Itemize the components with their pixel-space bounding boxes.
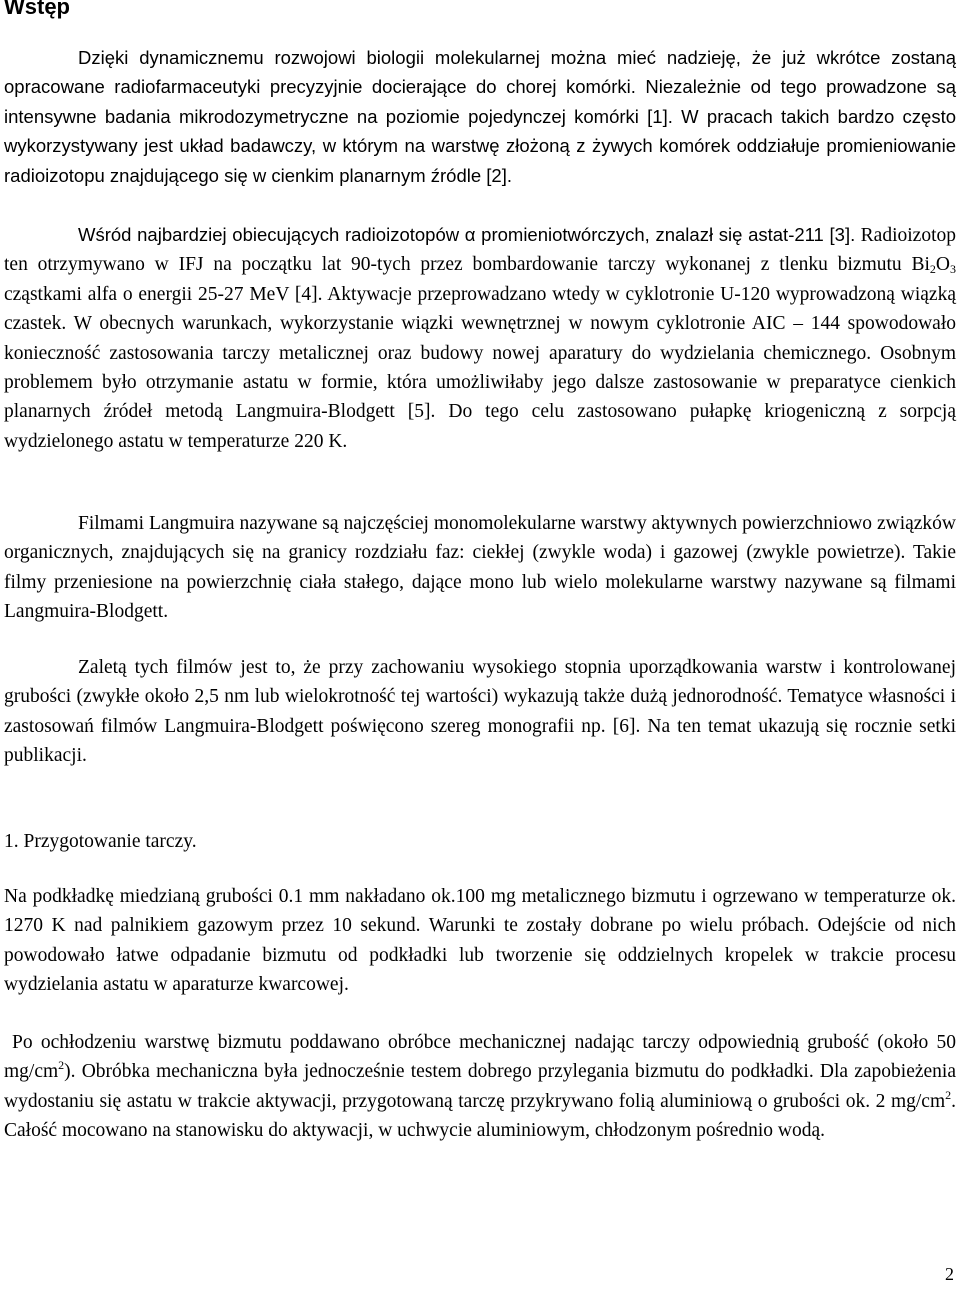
- paragraph-intro: Dzięki dynamicznemu rozwojowi biologii molekularnej można mieć nadzieję, że już wkrótce zostaną opracowane radiofarmaceutyki precyzyjnie docierające do chorej komórki. Niezależnie od tego prowadzone są intensywne badania mikrodozymetryczne na poziomie pojedynczej komórki [1]. W pracach takich bardzo często wykorzystywany jest układ badawczy, w którym na warstwę złożoną z żywych komórek oddziałuje promieniowanie radioizotopu znajdującego się w cienkim planarnym źródle [2].: [4, 47, 956, 186]
- paragraph-cooling-text-c: . Całość mocowano na stanowisku do aktywacji, w uchwycie aluminiowym, chłodzonym pośrednio wodą.: [4, 1090, 956, 1142]
- subscript-2: 2: [929, 262, 936, 277]
- superscript-2a: 2: [58, 1058, 65, 1073]
- oxygen-symbol: O: [935, 254, 950, 276]
- paragraph-langmuir-films: Filmami Langmuira nazywane są najczęściej monomolekularne warstwy aktywnych powierzchniowo związków organicznych, znajdujących się na granicy rozdziału faz: ciekłej (zwykle woda) i gazowej (zwykle powietrze). Takie filmy przeniesione na powierzchnię ciała stałego, dające mono lub wielo molekularne warstwy nazywane są filmami Langmuira-Blodgett.: [4, 513, 956, 623]
- section-title-target-prep: 1. Przygotowanie tarczy.: [4, 831, 197, 852]
- paragraph-substrate: Na podkładkę miedzianą grubości 0.1 mm nakładano ok.100 mg metalicznego bizmutu i ogrzewano w temperaturze ok. 1270 K nad palnikiem gazowym przez 10 sekund. Warunki te zostały dobrane po wielu próbach. Odejście od nich powodowało łatwe odpadanie bizmutu od podkładki lub tworzenie się oddzielnych kropelek w trakcie procesu wydzielania astatu w aparaturze kwarcowej.: [4, 886, 956, 996]
- paragraph-advantages: Zaletą tych filmów jest to, że przy zachowaniu wysokiego stopnia uporządkowania warstw i kontrolowanej grubości (zwykłe około 2,5 nm lub wielokrotność tej wartości) wykazują także dużą jednorodność. Tematyce własności i zastosowań filmów Langmuira-Blodgett poświęcono szereg monografii np. [6]. Na ten temat ukazują się rocznie setki publikacji.: [4, 657, 956, 767]
- section-heading: Wstęp: [4, 0, 70, 19]
- paragraph-cooling: [4, 1028, 956, 1146]
- paragraph-astatine-text-a: Radioizotop ten otrzymywano w IFJ na początku lat 90-tych przez bombardowanie tarczy wykonanej z tlenku bizmutu Bi: [4, 225, 956, 276]
- subscript-3: 3: [950, 262, 956, 277]
- superscript-2b: 2: [945, 1087, 952, 1102]
- paragraph-astatine-text-b: cząstkami alfa o energii 25-27 MeV [4]. Aktywacje przeprowadzano wtedy w cyklotronie U-120 wyprowadzoną wiązką czastek. W obecnych warunkach, wykorzystanie wiązki wewnętrznej w nowym cyklotronie AIC – 144 spowodowało konieczność zastosowania tarczy metalicznej oraz budowy nowej aparatury do wydzielania chemicznego. Osobnym problemem było otrzymanie astatu w formie, która umożliwiłaby jego dalsze zastosowanie w preparatyce cienkich planarnych źródeł metodą Langmuira-Blodgett [5]. Do tego celu zastosowano pułapkę kriogeniczną z sorpcją wydzielonego astatu w temperaturze 220 K.: [4, 283, 956, 452]
- paragraph-astatine-lead: Wśród najbardziej obiecujących radioizotopów α promieniotwórczych, znalazł się astat-211 [3].: [78, 224, 856, 245]
- paragraph-astatine: [4, 220, 956, 456]
- paragraph-cooling-text-a: Po ochłodzeniu warstwę bizmutu poddawano obróbce mechanicznej nadając tarczy odpowiednią grubość (około 50 mg/cm: [4, 1032, 956, 1083]
- paragraph-cooling-text-b: ). Obróbka mechaniczna była jednocześnie testem dobrego przylegania bizmutu do podkładki. Dla zapobieżenia wydostaniu się astatu w trakcie aktywacji, przygotowaną tarczę przykrywano folią aluminiową o grubości ok. 2 mg/cm: [4, 1061, 956, 1112]
- page-number: 2: [945, 1264, 954, 1284]
